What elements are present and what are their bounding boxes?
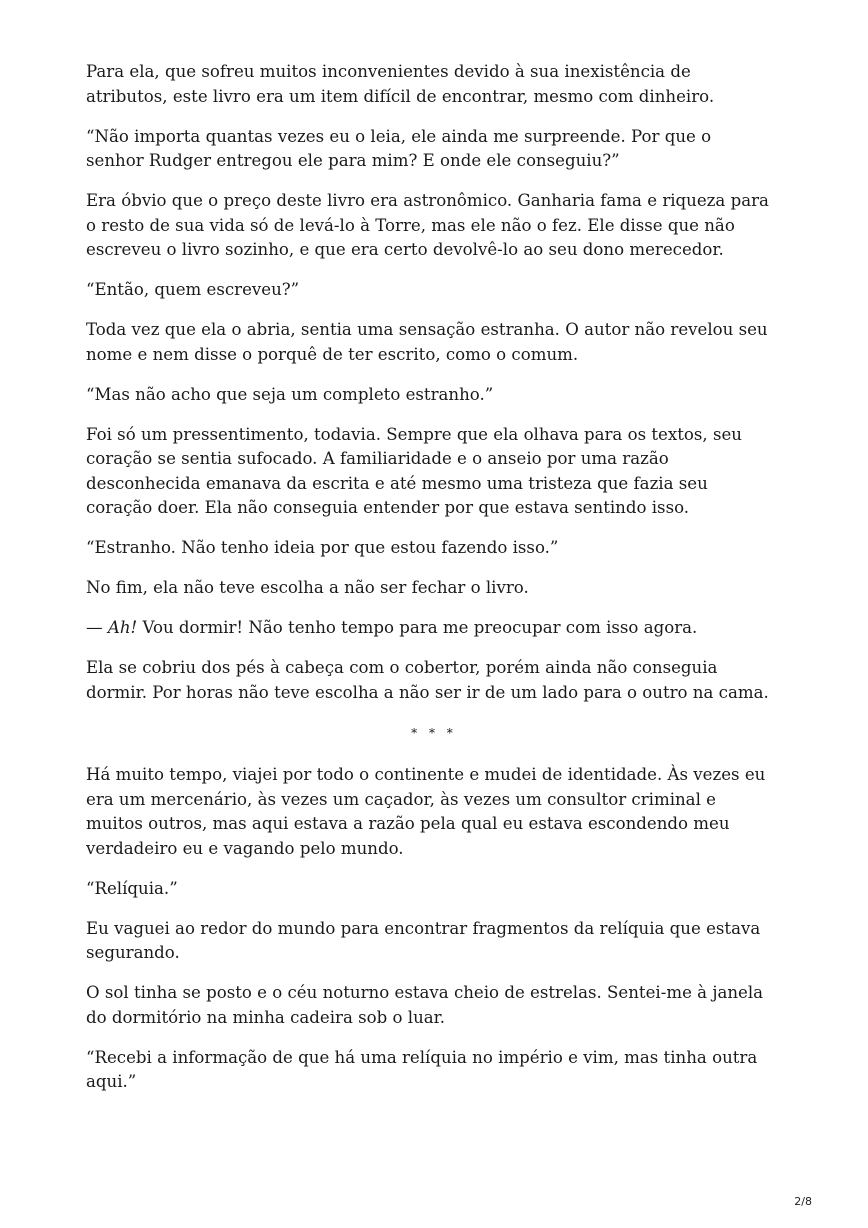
scene-separator: * * * — [411, 725, 457, 740]
paragraphs-after — [86, 763, 772, 1095]
paragraph: “Recebi a informação de que há uma relíquia no império e vim, mas tinha outra aqui.” — [86, 1047, 758, 1091]
paragraph: Toda vez que ela o abria, sentia uma sensação estranha. O autor não revelou seu nome e nem disse o porquê de ter escrito, como o comum. — [86, 320, 768, 364]
dash-dialogue-line — [86, 616, 772, 641]
paragraph: No fim, ela não teve escolha a não ser fechar o livro. — [86, 578, 529, 597]
dialogue-rest: Vou dormir! Não tenho tempo para me preocupar com isso agora. — [137, 618, 698, 637]
paragraph: O sol tinha se posto e o céu noturno estava cheio de estrelas. Sentei-me à janela do dormitório na minha cadeira sob o luar. — [86, 983, 764, 1027]
paragraph: “Então, quem escreveu?” — [86, 280, 300, 299]
paragraph: “Relíquia.” — [86, 878, 178, 898]
paragraph: Era óbvio que o preço deste livro era astronômico. Ganharia fama e riqueza para o resto de sua vida só de levá-lo à Torre, mas ele não o fez. Ele disse que não escreveu o livro sozinho, e que era certo devolvê-lo ao seu dono merecedor. — [86, 191, 769, 259]
paragraph: Foi só um pressentimento, todavia. Sempre que ela olhava para os textos, seu coração se sentia sufocado. A familiaridade e o anseio por uma razão desconhecida emanava da escrita e até mesmo uma tristeza que fazia seu coração doer. Ela não conseguia entender por que estava sentindo isso. — [86, 424, 742, 517]
paragraph: Há muito tempo, viajei por todo o continente e mudei de identidade. Às vezes eu era um mercenário, às vezes um caçador, às vezes um consultor criminal e muitos outros, mas aqui estava a razão pela qual eu estava escondendo meu verdadeiro eu e vagando pelo mundo. — [86, 765, 766, 858]
page-number: 2/8 — [794, 1194, 812, 1208]
paragraph: “Mas não acho que seja um completo estranho.” — [86, 384, 494, 404]
paragraph: Eu vaguei ao redor do mundo para encontrar fragmentos da relíquia que estava segurando. — [86, 918, 761, 962]
paragraph: “Não importa quantas vezes eu o leia, ele ainda me surpreende. Por que o senhor Rudger entregou ele para mim? E onde ele conseguiu?” — [86, 126, 712, 170]
paragraph: “Estranho. Não tenho ideia por que estou fazendo isso.” — [86, 538, 559, 557]
paragraph: Para ela, que sofreu muitos inconvenientes devido à sua inexistência de atributos, este livro era um item difícil de encontrar, mesmo com dinheiro. — [86, 62, 715, 106]
dialogue-dash: — — [86, 618, 108, 637]
paragraph: Ela se cobriu dos pés à cabeça com o cobertor, porém ainda não conseguia dormir. Por horas não teve escolha a não ser ir de um lado para o outro na cama. — [86, 658, 769, 702]
paragraphs-before — [86, 60, 772, 601]
dialogue-emphasis: Ah! — [107, 618, 138, 637]
